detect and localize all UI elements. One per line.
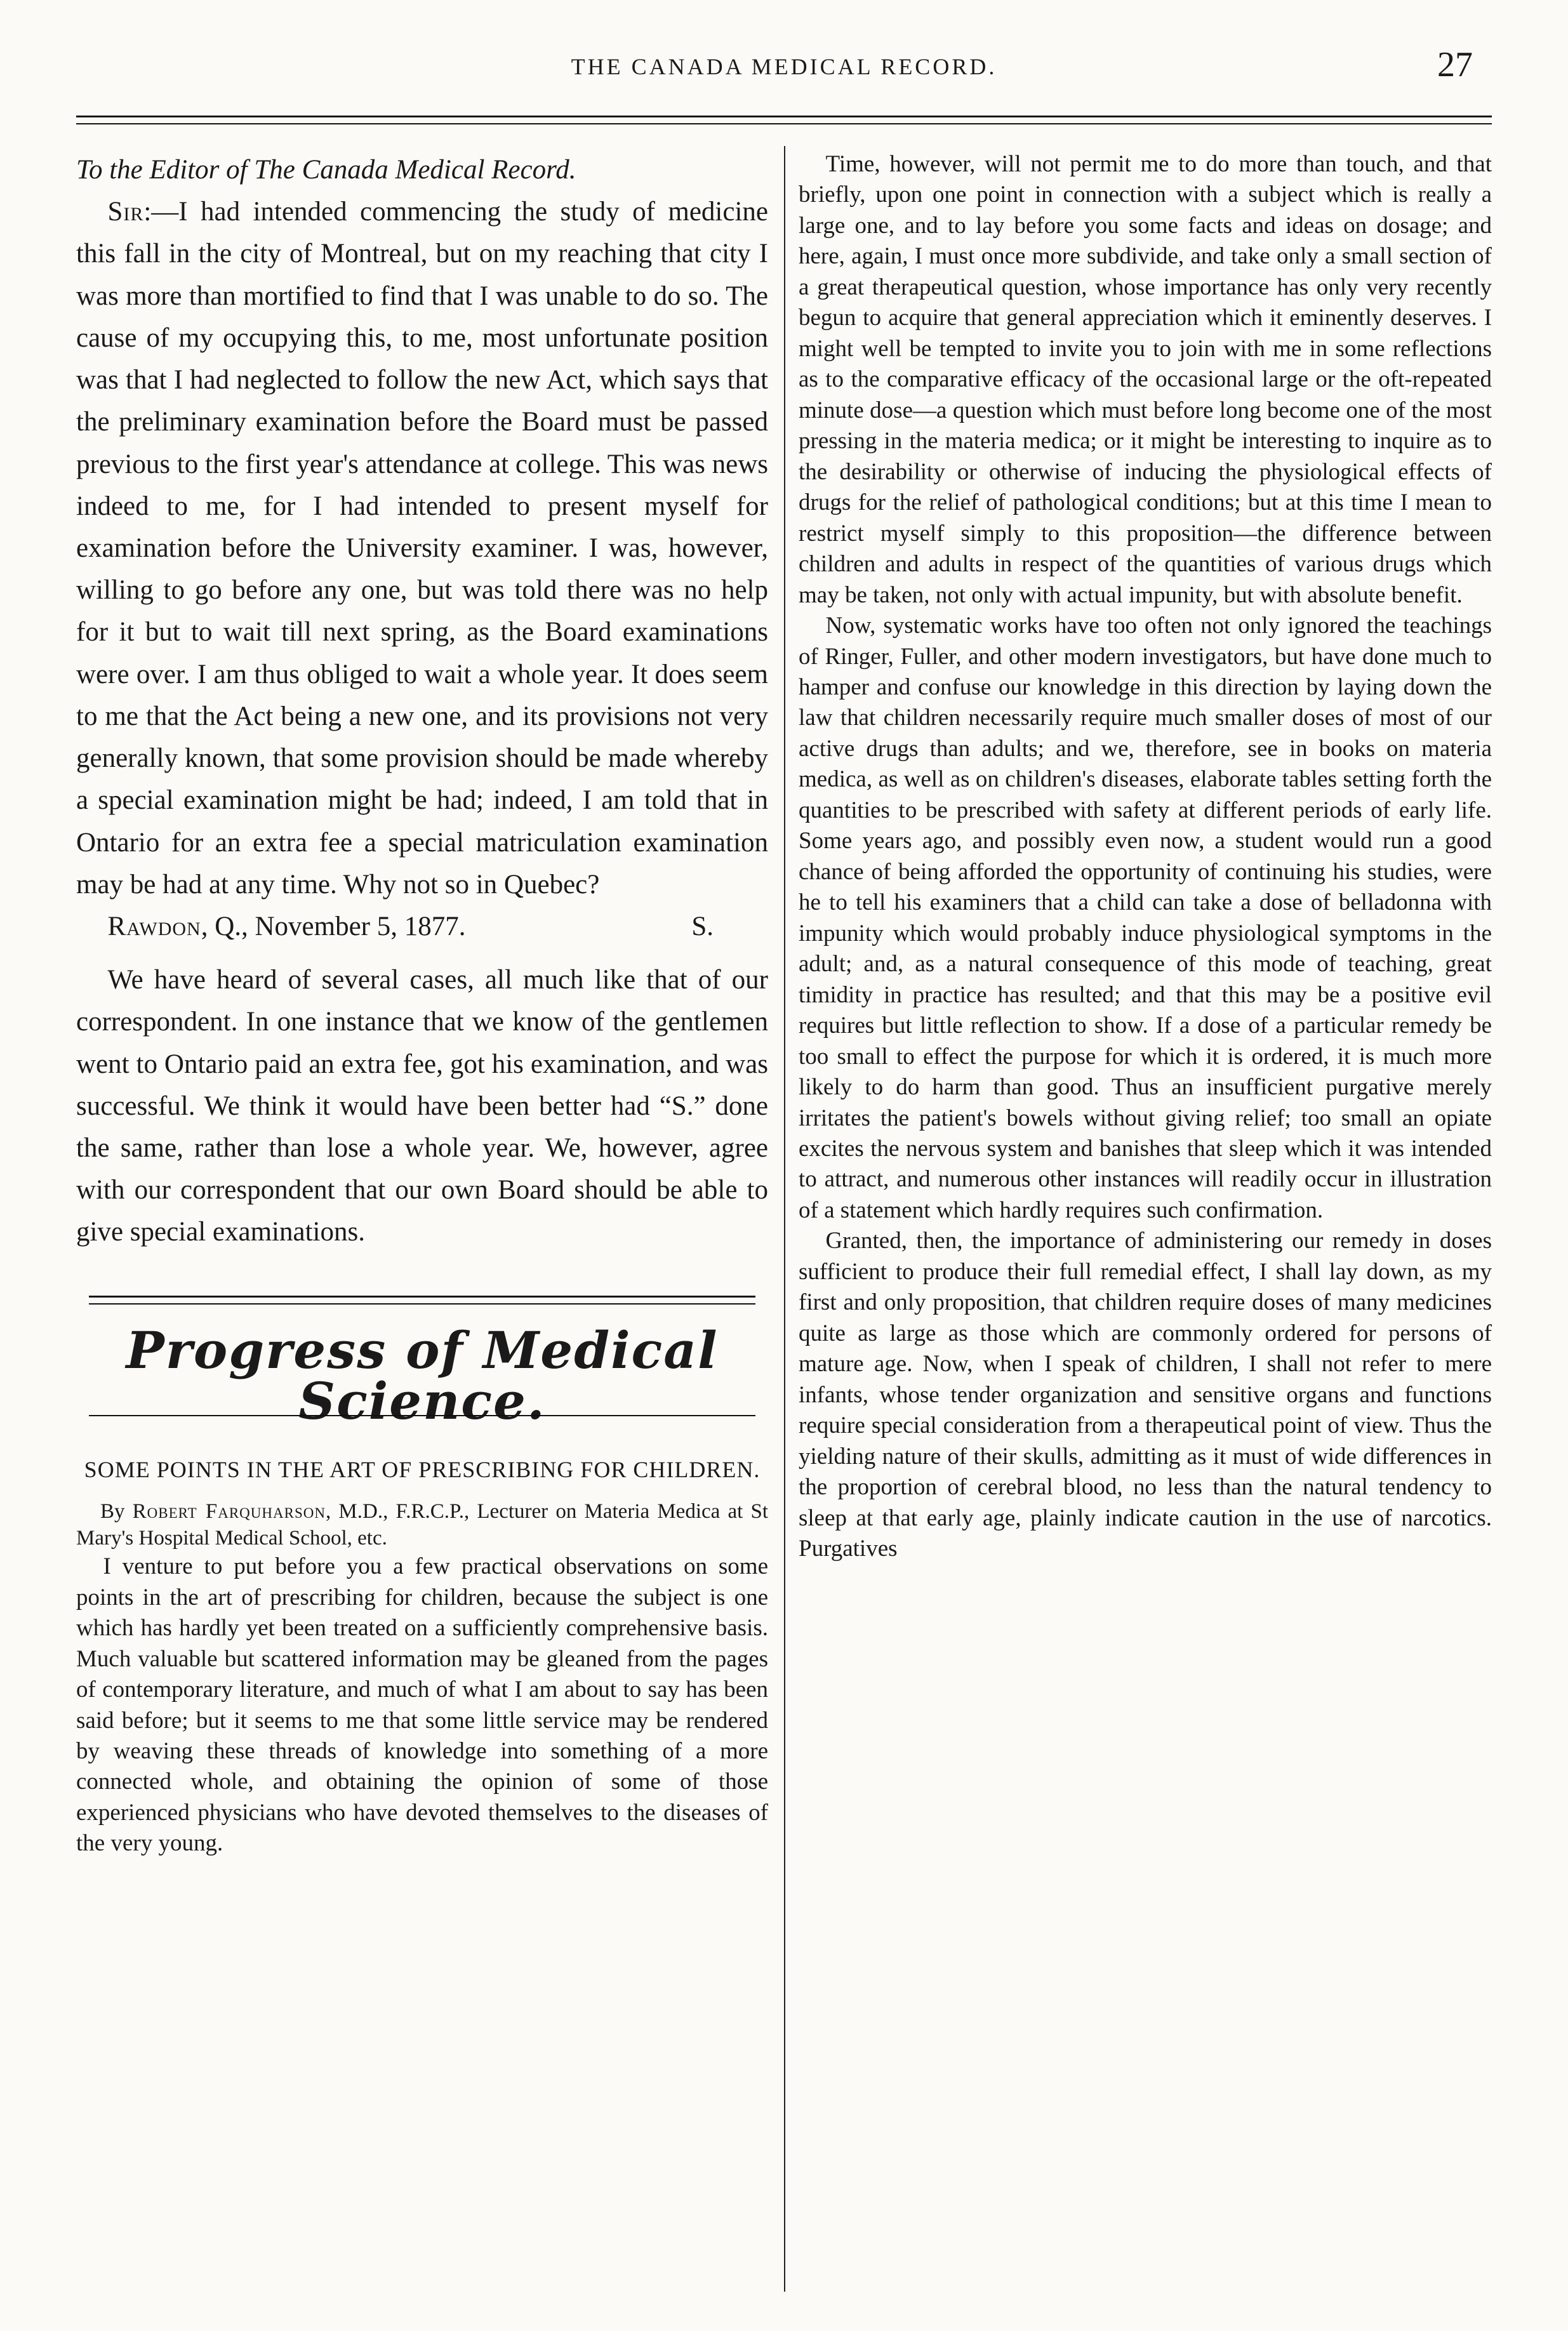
section-header <box>76 1279 768 1444</box>
article-paragraph: Granted, then, the importance of administering our remedy in doses sufficient to produce their full remedial effect, I shall lay down, as my first and only proposition, that children require doses of many medicines quite as large as those which are commonly ordered for persons of mature age. Now, when I speak of children, I shall not refer to mere infants, whose tender organization and sensitive organs and functions require special consideration from a therapeutical point of view. Thus the yielding nature of their skulls, admitting as it must of wide differences in the proportion of cerebral blood, no less than the natural tendency to sleep at that early age, plainly indicate caution in the use of narcotics. Purgatives <box>799 1228 1492 1562</box>
section-rule-top-2 <box>89 1303 755 1305</box>
editor-reply: We have heard of several cases, all much like that of our correspondent. In one instance that we know of the gentlemen went to Ontario paid an extra fee, got his examination, and was successful. We think it would have been better had “S.” done the same, rather than lose a whole year. We, however, agree with our correspondent that our own Board should be able to give special examinations. <box>76 965 768 1247</box>
letter-place: Rawdon <box>107 911 201 941</box>
letter-date: , Q., November 5, 1877. <box>201 911 466 941</box>
article-title: SOME POINTS IN THE ART OF PRESCRIBING FOR CHILDREN. <box>84 1456 761 1482</box>
letter-signature: S. <box>691 911 714 941</box>
article-byline <box>76 1498 768 1551</box>
header-rule-bottom <box>76 123 1492 124</box>
byline-credentials: , M.D., F.R.C.P., Lecturer on Materia Medica at St Mary's Hospital Medical School, etc. <box>76 1499 769 1550</box>
byline-author: Robert Farquharson <box>132 1499 326 1523</box>
right-column <box>799 149 1492 2280</box>
left-column <box>76 149 768 2280</box>
letter-salutation: To the Editor of The Canada Medical Record. <box>76 155 576 185</box>
letter-sir: Sir <box>107 197 144 227</box>
column-divider <box>784 146 785 2292</box>
letter-dateline <box>107 906 465 948</box>
article-paragraph: I venture to put before you a few practical observations on some points in the art of prescribing for children, because the subject is one which has hardly yet been treated on a sufficiently comprehensive basis. Much valuable but scattered information may be gleaned from the pages of contemporary literature, and much of what I am about to say has been said before; but it seems to me that some little service may be rendered by weaving these threads of knowledge into something of a more connected whole, and obtaining the opinion of some of those experienced physicians who have devoted themselves to the diseases of the very young. <box>76 1553 768 1857</box>
byline-prefix: By <box>100 1499 125 1523</box>
page-number: 27 <box>1437 45 1473 84</box>
page-header <box>0 44 1568 95</box>
article-paragraph: Time, however, will not permit me to do more than touch, and that briefly, upon one point in connection with a subject which is really a large one, and to lay before you some facts and ideas on dosage; and here, again, I must once more subdivide, and take only a small section of a great therapeutical question, whose importance has only very recently begun to acquire that general appreciation which it eminently deserves. I might well be tempted to invite you to join with me in some reflections as to the comparative efficacy of the occasional large or the oft-repeated minute dose—a question which must before long become one of the most pressing in the materia medica; or it might be interesting to inquire as to the desirability or otherwise of inducing the physiological effects of drugs for the relief of pathological conditions; but at this time I mean to restrict myself simply to this proposition—the difference between children and adults in respect of the quantities of various drugs which may be taken, not only with actual impunity, but with absolute benefit. <box>799 151 1492 608</box>
section-rule-bottom <box>89 1415 755 1416</box>
article-start <box>76 1456 768 1859</box>
letter-body <box>76 191 768 906</box>
running-title: THE CANADA MEDICAL RECORD. <box>571 54 997 79</box>
section-rule-top-1 <box>89 1296 755 1298</box>
letter-signoff <box>76 906 768 948</box>
header-rule-top <box>76 116 1492 117</box>
letter-text: :—I had intended commencing the study of medicine this fall in the city of Montreal, but on my reaching that city I was more than mortified to find that I was unable to do so. The cause of my occupying this, to me, most unfortunate position was that I had neglected to follow the new Act, which says that the preliminary examination before the Board must be passed previous to the first year's attendance at college. This was news indeed to me, for I had intended to present myself for examination before the University examiner. I was, however, willing to go before any one, but was told there was no help for it but to wait till next spring, as the Board examinations were over. I am thus obliged to wait a whole year. It does seem to me that the Act being a new one, and its provisions not very generally known, that some provision should be made whereby a special examination might be had; indeed, I am told that in Ontario for an extra fee a special matriculation examination may be had at any time. Why not so in Quebec? <box>76 197 768 900</box>
article-paragraph: Now, systematic works have too often not only ignored the teachings of Ringer, Fuller, and other modern investigators, but have done much to hamper and confuse our knowledge in this direction by laying down the law that children necessarily require much smaller doses of most of our active drugs than adults; and we, therefore, see in books on materia medica, as well as on children's diseases, elaborate tables setting forth the quantities to be prescribed with safety at different periods of early life. Some years ago, and possibly even now, a student would run a good chance of being afforded the opportunity of continuing his studies, were he to tell his examiners that a child can take a dose of belladonna with impunity which would probably induce physiological symptoms in the adult; and, as a natural consequence of this mode of teaching, great timidity in practice has resulted; and that this may be a positive evil requires but little reflection to show. If a dose of a particular remedy be too small to effect the purpose for which it is ordered, it is much more likely to do harm than good. Thus an insufficient purgative merely irritates the patient's bowels without giving relief; too small an opiate excites the nervous system and banishes that sleep which it was intended to attract, and numerous other instances will readily occur in illustration of a statement which hardly requires such confirmation. <box>799 613 1492 1223</box>
section-title: Progress of Medical Science. <box>126 1320 719 1431</box>
